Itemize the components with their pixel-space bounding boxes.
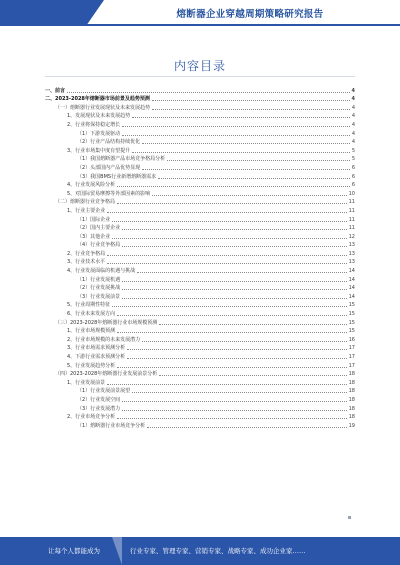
toc-leader-dots [107,262,346,264]
header-rule [0,24,400,26]
toc-entry[interactable] [45,291,355,300]
toc-leader-dots [167,159,350,161]
toc-entry[interactable] [45,326,355,335]
toc-entry-text: （3）行业发展潜力 [77,405,121,412]
toc-entry-text: 3、行业技术水平 [67,259,106,266]
toc-entry-text: （三）2023-2028年熔断器行业市场规模预测 [55,319,158,326]
toc-page-number: 18 [348,371,355,378]
toc-entry[interactable] [45,334,355,343]
toc-page-number: 18 [348,379,355,386]
toc-entry-text: 1、行业主要企业 [67,207,106,214]
toc-entry-text: 一、前言 [45,87,66,94]
toc-page-number: 11 [348,199,355,206]
toc-divider [45,76,355,77]
toc-leader-dots [152,194,346,196]
toc-page-number: 15 [348,311,355,318]
toc-entry-text: （3）我国BMS行业新增熔断器需求 [77,173,157,180]
toc-entry[interactable] [45,145,355,154]
toc-leader-dots [112,237,346,239]
toc-entry[interactable] [45,94,355,103]
toc-entry-text: 1、发展现状及未来发展趋势 [67,113,131,120]
toc-leader-dots [122,125,350,127]
toc-page-number: 15 [348,319,355,326]
toc-page-number: 10 [348,190,355,197]
toc-leader-dots [122,400,346,402]
toc-page-number: 6 [351,164,355,171]
toc-entry-text: 5、行业发展趋势分析 [67,362,116,369]
toc-entry-text: （2）国内主要企业 [77,225,121,232]
toc-entry-text: （2）行业发展挑战 [77,285,121,292]
toc-entry[interactable] [45,171,355,180]
toc-leader-dots [159,323,346,325]
toc-page-number: 11 [348,207,355,214]
toc-leader-dots [122,280,346,282]
toc-entry[interactable] [45,308,355,317]
toc-entry-text: （1）我国熔断器产品市场竞争格局分析 [77,156,166,163]
toc-entry[interactable] [45,283,355,292]
toc-entry[interactable] [45,274,355,283]
toc-entry-text: （2）行业发展空间 [77,396,121,403]
toc-leader-dots [67,91,350,93]
toc-leader-dots [107,254,346,256]
toc-entry[interactable] [45,420,355,429]
table-of-contents [45,85,355,429]
toc-entry[interactable] [45,403,355,412]
toc-entry[interactable] [45,205,355,214]
toc-leader-dots [137,271,346,273]
toc-entry[interactable] [45,162,355,171]
toc-page-number: 13 [348,242,355,249]
toc-page-number: 4 [351,87,355,94]
toc-leader-dots [127,357,346,359]
toc-leader-dots [132,151,350,153]
toc-entry[interactable] [45,119,355,128]
toc-entry-text: （1）熔断器行业市场竞争分析 [77,422,146,429]
toc-leader-dots [132,391,346,393]
toc-page-number: 17 [348,354,355,360]
toc-page-number: 14 [348,285,355,292]
toc-page-number: 4 [351,130,355,137]
toc-leader-dots [147,426,346,428]
toc-entry[interactable] [45,248,355,257]
footer-slogan-right: 行业专家、管理专家、营销专家、战略专家、成功企业家…… [130,547,306,555]
toc-entry-text: （一）熔断器行业发展现状及未来发展趋势 [55,104,151,111]
toc-entry[interactable] [45,154,355,163]
toc-leader-dots [142,168,350,170]
toc-entry-text: 5、行业周期性特征 [67,302,111,309]
toc-page-number: 16 [348,336,355,343]
toc-page-number: 14 [348,276,355,283]
toc-entry[interactable] [45,102,355,111]
toc-entry-text: （3）行业发展前景 [77,293,121,300]
toc-entry-text: 6、行业未来发展方向 [67,311,116,318]
toc-leader-dots [142,340,346,342]
toc-page-number: 19 [348,422,355,429]
toc-entry[interactable] [45,394,355,403]
toc-leader-dots [117,202,347,204]
report-title: 熔断器企业穿越周期策略研究报告 [176,9,324,20]
toc-entry-text: 3、行业市场需求预测分析 [67,345,126,352]
toc-leader-dots [122,288,346,290]
toc-leader-dots [127,348,346,350]
toc-entry[interactable] [45,265,355,274]
toc-leader-dots [117,314,346,316]
toc-leader-dots [158,177,350,179]
toc-entry-text: （3）其他企业 [77,233,111,240]
toc-page-number: 11 [348,225,355,232]
toc-leader-dots [142,142,350,144]
toc-leader-dots [152,108,350,110]
toc-entry-text: 二、2023-2028年熔断器市场前景及趋势预测 [45,96,150,103]
toc-leader-dots [132,116,350,118]
toc-entry[interactable] [45,197,355,206]
toc-entry[interactable] [45,111,355,120]
toc-entry[interactable] [45,137,355,146]
toc-entry[interactable] [45,180,355,189]
toc-page-number: 6 [351,182,355,189]
toc-entry-text: （2）行业产品结构持续优化 [77,139,141,146]
toc-entry[interactable] [45,223,355,232]
toc-entry-text: 3、行业市场集中度有望提升 [67,147,131,154]
toc-heading: 内容目录 [173,59,226,73]
toc-page-number: 11 [348,216,355,223]
toc-leader-dots [117,366,346,368]
toc-leader-dots [122,134,350,136]
toc-entry-text: 4、行业发展面临的机遇与挑战 [67,268,136,275]
toc-page-number: 18 [348,396,355,403]
toc-entry[interactable] [45,300,355,309]
toc-entry-text: （1）国际企业 [77,216,111,223]
toc-entry-text: 1、行业发展前景 [67,379,106,386]
header-color-block [0,0,86,26]
toc-entry-text: （1）下游发展驱动 [77,130,121,137]
toc-leader-dots [122,228,346,230]
toc-entry-text: 2、行业市场竞争分析 [67,414,116,421]
toc-entry[interactable] [45,377,355,386]
toc-page-number: 18 [348,388,355,395]
toc-entry-text: 5、对国际贸易摩擦等外部因素的影响 [67,190,151,197]
footer-banner [0,537,400,565]
toc-page-number: 5 [351,156,355,163]
toc-entry[interactable] [45,188,355,197]
toc-entry-text: （1）行业发展前景展望 [77,388,131,395]
toc-entry[interactable] [45,343,355,352]
toc-entry[interactable] [45,369,355,378]
toc-leader-dots [112,220,346,222]
toc-leader-dots [122,297,346,299]
toc-entry-text: 2、行业竞争格局 [67,250,106,257]
toc-entry-text: 2、行业将保持稳定增长 [67,121,121,128]
toc-entry[interactable] [45,128,355,137]
footer-slant [112,537,122,565]
toc-entry[interactable] [45,386,355,395]
toc-leader-dots [107,383,346,385]
toc-entry[interactable] [45,257,355,266]
toc-page-number: 14 [348,293,355,300]
toc-leader-dots [117,331,346,333]
toc-page-number: 15 [348,328,355,335]
toc-page-number: 17 [348,362,355,369]
toc-entry[interactable] [45,351,355,360]
toc-page-number: 13 [348,250,355,257]
toc-entry[interactable] [45,231,355,240]
toc-page-number: 13 [348,259,355,266]
toc-leader-dots [117,417,346,419]
toc-entry-text: （4）行业竞争格局 [77,242,121,249]
toc-leader-dots [107,211,346,213]
toc-entry-text: 1、行业市场规模预测 [67,328,116,335]
toc-page-number: 18 [348,414,355,421]
header-slant [86,0,104,26]
toc-entry[interactable] [45,412,355,421]
toc-entry[interactable] [45,360,355,369]
toc-page-number: 4 [351,121,355,128]
toc-entry-text: （二）熔断器行业竞争格局 [55,199,116,206]
toc-entry[interactable] [45,214,355,223]
toc-leader-dots [112,305,346,307]
toc-leader-dots [159,374,346,376]
toc-entry-text: （四）2023-2028年熔断器行业发展前景分析 [55,371,158,378]
toc-entry[interactable] [45,240,355,249]
toc-entry-text: 2、行业市场规模的未来发展潜力 [67,336,141,343]
toc-entry-text: （1）行业发展机遇 [77,276,121,283]
page-marker [348,516,351,519]
toc-leader-dots [117,185,350,187]
toc-page-number: 6 [351,173,355,180]
toc-leader-dots [122,409,346,411]
footer-slogan-left: 让每个人都能成为 [48,547,100,555]
toc-entry-text: （2）头部国内产品优势显现 [77,164,141,171]
toc-entry-text: 4、行业发展风险分析 [67,182,116,189]
toc-entry[interactable] [45,317,355,326]
toc-leader-dots [122,245,346,247]
toc-page-number: 15 [348,302,355,309]
toc-entry-text: 4、下游行业需求预测分析 [67,354,126,360]
toc-entry[interactable] [45,85,355,94]
toc-page-number: 5 [351,147,355,154]
toc-page-number: 18 [348,405,355,412]
toc-page-number: 4 [351,139,355,146]
toc-page-number: 4 [351,96,355,103]
toc-leader-dots [152,99,350,101]
toc-page-number: 17 [348,345,355,352]
toc-page-number: 14 [348,268,355,275]
toc-page-number: 12 [348,233,355,240]
toc-page-number: 4 [351,104,355,111]
toc-page-number: 4 [351,113,355,120]
